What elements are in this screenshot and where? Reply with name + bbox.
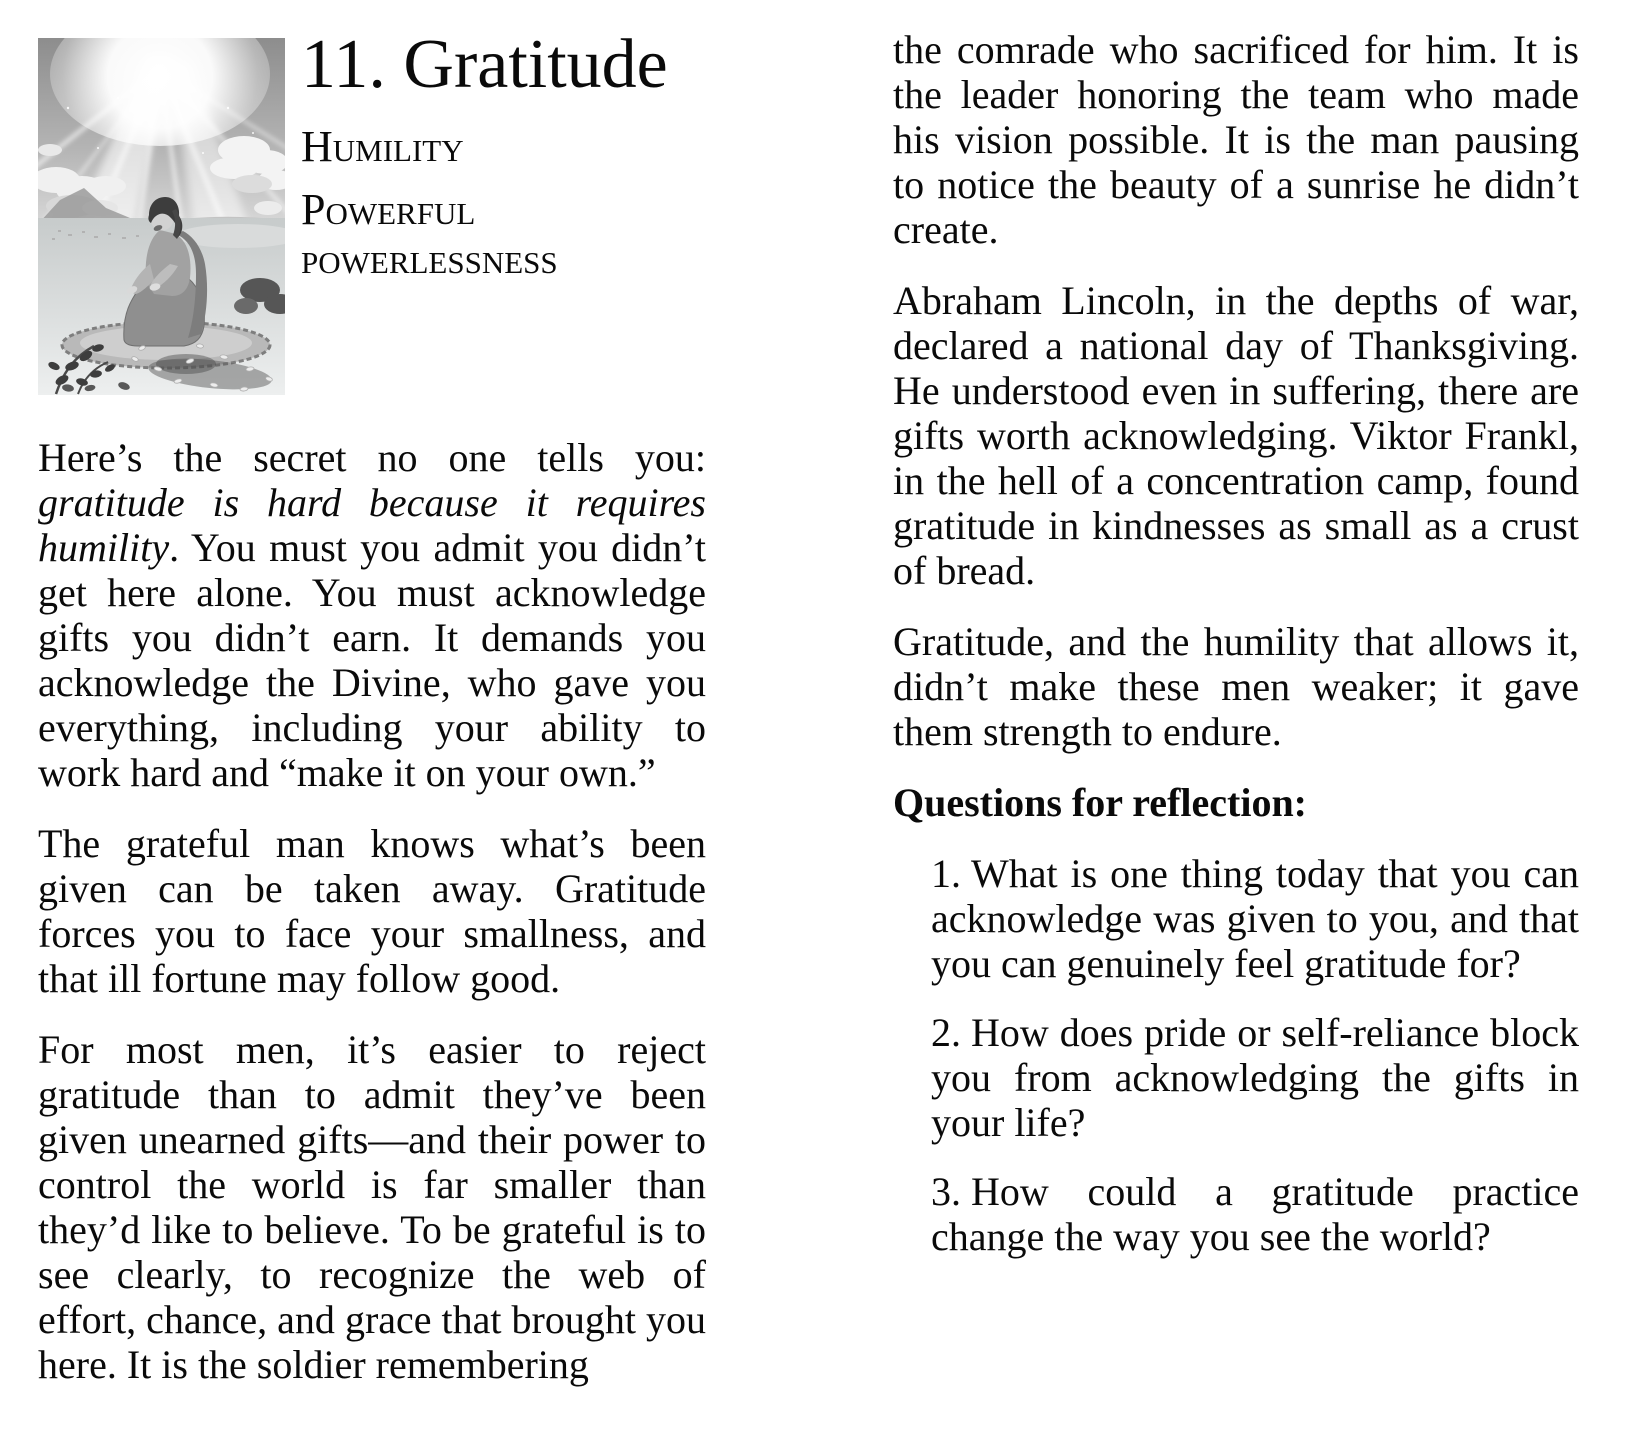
question-number: 1. [931, 851, 961, 896]
right-column [893, 27, 1579, 1283]
paragraph-most-men: For most men, it’s easier to reject gratitude than to admit they’ve been given unearned gifts—and their power to control the world is far smaller than they’d like to believe. To be grateful is to see clearly, to recognize the web of effort, chance, and grace that brought you here. It is the soldier remembering [38, 1027, 706, 1387]
question-item [893, 1169, 1579, 1259]
title-block [301, 28, 706, 395]
paragraph-secret [38, 435, 706, 795]
paragraph-italic-text: gratitude is hard because it requires humility [38, 480, 706, 570]
question-number: 3. [931, 1169, 961, 1214]
paragraph-text: Here’s the secret no one tells you: [38, 435, 706, 480]
left-column [38, 26, 706, 1413]
question-item [893, 1010, 1579, 1145]
paragraph-lincoln-frankl: Abraham Lincoln, in the depths of war, declared a national day of Thanksgiving. He understood even in suffering, there are gifts worth acknowledging. Viktor Frankl, in the hell of a concentration camp, found gratitude in kindnesses as small as a crust of bread. [893, 278, 1579, 593]
paragraph-text: . You must you admit you didn’t get here alone. You must acknowledge gifts you didn’t earn. It demands you acknowledge the Divine, who gave you everything, including your ability to work hard and “make it on your own.” [38, 525, 706, 795]
kneeling-man-illustration [38, 38, 285, 395]
paragraph-strength: Gratitude, and the humility that allows it, didn’t make these men weaker; it gave them strength to endure. [893, 619, 1579, 754]
subtitle-powerful-powerlessness: Powerful powerlessness [301, 185, 558, 284]
subtitle-humility: Humility [301, 122, 464, 172]
chapter-title: 11. Gratitude [301, 26, 668, 103]
paragraph-comrade: the comrade who sacrificed for him. It is the leader honoring the team who made his vision possible. It is the man pausing to notice the beauty of a sunrise he didn’t create. [893, 27, 1579, 252]
question-text: How does pride or self-reliance block you from acknowledging the gifts in your life? [931, 1010, 1579, 1145]
questions-heading: Questions for reflection: [893, 780, 1308, 825]
question-item [893, 851, 1579, 986]
question-text: How could a gratitude practice change the way you see the world? [931, 1169, 1579, 1259]
question-text: What is one thing today that you can acknowledge was given to you, and that you can genuinely feel gratitude for? [931, 851, 1579, 986]
chapter-illustration [38, 38, 285, 395]
chapter-header [38, 26, 706, 395]
paragraph-grateful-man: The grateful man knows what’s been given can be taken away. Gratitude forces you to face your smallness, and that ill fortune may follow good. [38, 821, 706, 1001]
question-number: 2. [931, 1010, 961, 1055]
